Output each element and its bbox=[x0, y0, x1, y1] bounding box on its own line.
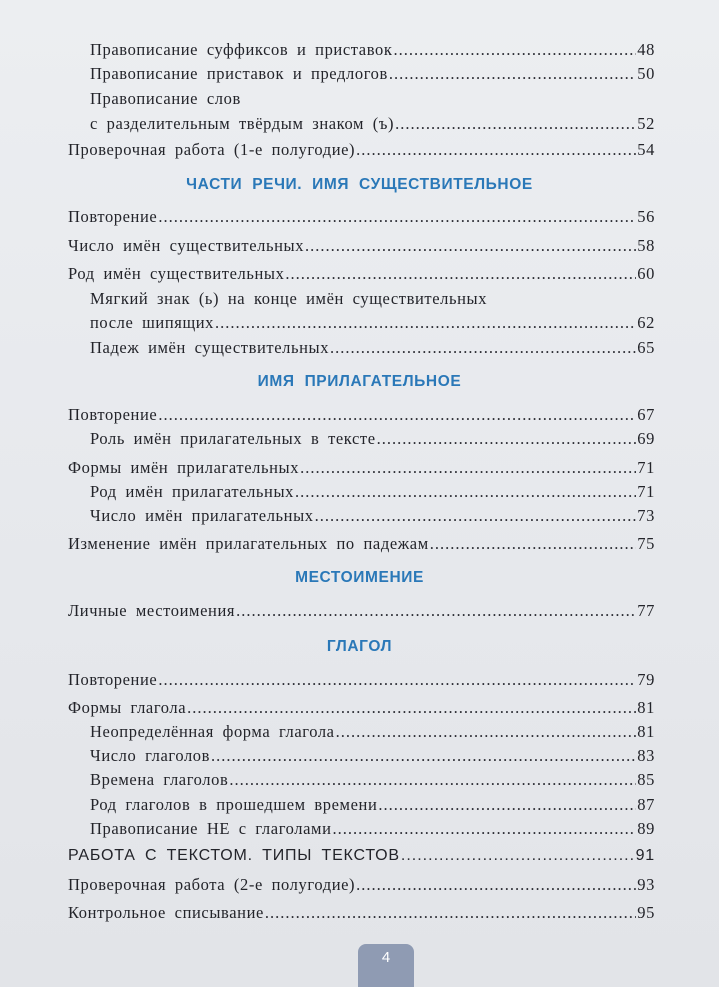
toc-entry-page: 48 bbox=[637, 40, 655, 59]
toc-entry[interactable] bbox=[68, 903, 655, 923]
toc-entry[interactable] bbox=[68, 236, 655, 256]
dot-leader bbox=[215, 313, 636, 333]
dot-leader bbox=[377, 429, 637, 449]
toc-entry-page: 81 bbox=[637, 698, 655, 717]
toc-entry[interactable] bbox=[68, 670, 655, 690]
toc-entry-page: 69 bbox=[637, 429, 655, 448]
toc-entry[interactable] bbox=[90, 770, 655, 790]
dot-leader bbox=[300, 458, 636, 478]
toc-entry[interactable] bbox=[68, 405, 655, 425]
toc-entry[interactable] bbox=[90, 40, 655, 60]
dot-leader bbox=[265, 903, 636, 923]
toc-entry-title: после шипящих bbox=[90, 313, 215, 332]
dot-leader bbox=[330, 338, 636, 358]
toc-entry-page: 85 bbox=[637, 770, 655, 789]
dot-leader bbox=[336, 722, 637, 742]
toc-entry[interactable] bbox=[90, 289, 655, 309]
dot-leader bbox=[236, 601, 636, 621]
toc-entry-title: Неопределённая форма глагола bbox=[90, 722, 335, 741]
toc-entry-title: Роль имён прилагательных в тексте bbox=[90, 429, 376, 448]
toc-entry-title: Правописание суффиксов и приставок bbox=[90, 40, 393, 59]
toc-entry-title: РАБОТА С ТЕКСТОМ. ТИПЫ ТЕКСТОВ bbox=[68, 847, 400, 864]
toc-entry-title: Времена глаголов bbox=[90, 770, 229, 789]
toc-entry-page: 91 bbox=[635, 847, 655, 864]
toc-entry-page: 67 bbox=[637, 405, 655, 424]
toc-entry[interactable] bbox=[68, 875, 655, 895]
toc-entry-page: 52 bbox=[637, 114, 655, 133]
toc-entry-title: Проверочная работа (1-е полугодие) bbox=[68, 140, 356, 159]
toc-entry[interactable] bbox=[90, 482, 655, 502]
toc-entry-continuation[interactable] bbox=[90, 114, 655, 134]
toc-entry-page: 50 bbox=[637, 64, 655, 83]
toc-entry-title: Повторение bbox=[68, 207, 158, 226]
toc-entry-page: 71 bbox=[637, 458, 655, 477]
page-number: 4 bbox=[381, 949, 391, 966]
dot-leader bbox=[229, 770, 636, 790]
section-heading: ГЛАГОЛ bbox=[326, 638, 393, 655]
dot-leader bbox=[315, 506, 637, 526]
toc-entry-title: Правописание приставок и предлогов bbox=[90, 64, 388, 83]
toc-entry[interactable] bbox=[90, 64, 655, 84]
toc-entry[interactable] bbox=[90, 746, 655, 766]
toc-entry-title: Род глаголов в прошедшем времени bbox=[90, 795, 378, 814]
toc-entry-title: Повторение bbox=[68, 405, 158, 424]
dot-leader bbox=[389, 64, 636, 84]
toc-entry[interactable] bbox=[90, 819, 655, 839]
dot-leader bbox=[378, 795, 636, 815]
dot-leader bbox=[285, 264, 636, 284]
toc-entry-page: 65 bbox=[637, 338, 655, 357]
toc-entry-title: Правописание НЕ с глаголами bbox=[90, 819, 332, 838]
toc-entry-title: Формы имён прилагательных bbox=[68, 458, 300, 477]
section-heading: ИМЯ ПРИЛАГАТЕЛЬНОЕ bbox=[257, 373, 462, 390]
section-heading: МЕСТОИМЕНИЕ bbox=[295, 569, 424, 586]
toc-entry[interactable] bbox=[68, 458, 655, 478]
toc-entry[interactable] bbox=[90, 338, 655, 358]
toc-entry-title: Повторение bbox=[68, 670, 158, 689]
toc-entry[interactable] bbox=[90, 722, 655, 742]
toc-entry[interactable] bbox=[68, 534, 655, 554]
toc-entry-page: 54 bbox=[637, 140, 655, 159]
dot-leader bbox=[356, 875, 636, 895]
toc-entry-title: Проверочная работа (2-е полугодие) bbox=[68, 875, 356, 894]
dot-leader bbox=[187, 698, 636, 718]
dot-leader bbox=[356, 140, 636, 160]
toc-entry-title: Число имён существительных bbox=[68, 236, 305, 255]
toc-entry[interactable] bbox=[68, 140, 655, 160]
toc-entry[interactable] bbox=[90, 89, 655, 109]
toc-entry[interactable] bbox=[68, 207, 655, 227]
toc-entry-page: 87 bbox=[637, 795, 655, 814]
toc-entry-continuation[interactable] bbox=[90, 313, 655, 333]
dot-leader bbox=[305, 236, 636, 256]
toc-entry-page: 56 bbox=[637, 207, 655, 226]
toc-entry-page: 58 bbox=[637, 236, 655, 255]
dot-leader bbox=[295, 482, 636, 502]
page-number-tab bbox=[358, 944, 414, 987]
toc-entry[interactable] bbox=[68, 601, 655, 621]
toc-entry-page: 79 bbox=[637, 670, 655, 689]
toc-entry-title: Правописание слов bbox=[90, 89, 241, 108]
dot-leader bbox=[158, 670, 636, 690]
toc-entry-page: 77 bbox=[637, 601, 655, 620]
toc-entry-page: 75 bbox=[637, 534, 655, 553]
toc-entry-page: 62 bbox=[637, 313, 655, 332]
dot-leader bbox=[393, 40, 636, 60]
toc-entry-title: Изменение имён прилагательных по падежам bbox=[68, 534, 429, 553]
dot-leader bbox=[333, 819, 637, 839]
toc-entry-title: Формы глагола bbox=[68, 698, 187, 717]
toc-entry-title: Падеж имён существительных bbox=[90, 338, 330, 357]
toc-entry-title: Число имён прилагательных bbox=[90, 506, 314, 525]
toc-entry[interactable] bbox=[68, 264, 655, 284]
dot-leader bbox=[211, 746, 636, 766]
dot-leader bbox=[430, 534, 637, 554]
dot-leader bbox=[158, 405, 636, 425]
section-heading: ЧАСТИ РЕЧИ. ИМЯ СУЩЕСТВИТЕЛЬНОЕ bbox=[186, 176, 533, 193]
toc-entry[interactable] bbox=[68, 847, 655, 865]
toc-entry-page: 73 bbox=[637, 506, 655, 525]
toc-entry-title: с разделительным твёрдым знаком (ъ) bbox=[90, 114, 395, 133]
dot-leader bbox=[401, 847, 635, 865]
toc-entry-page: 81 bbox=[637, 722, 655, 741]
toc-entry-title: Число глаголов bbox=[90, 746, 211, 765]
toc-entry-page: 93 bbox=[637, 875, 655, 894]
dot-leader bbox=[158, 207, 636, 227]
toc-entry-page: 71 bbox=[637, 482, 655, 501]
toc-entry-page: 95 bbox=[637, 903, 655, 922]
toc-entry-title: Род имён прилагательных bbox=[90, 482, 295, 501]
toc-entry-page: 60 bbox=[637, 264, 655, 283]
toc-entry-title: Контрольное списывание bbox=[68, 903, 264, 922]
toc-entry[interactable] bbox=[90, 506, 655, 526]
toc-entry-title: Личные местоимения bbox=[68, 601, 236, 620]
dot-leader bbox=[395, 114, 636, 134]
toc-entry[interactable] bbox=[90, 429, 655, 449]
toc-entry-page: 83 bbox=[637, 746, 655, 765]
toc-entry[interactable] bbox=[68, 698, 655, 718]
toc-entry-title: Род имён существительных bbox=[68, 264, 285, 283]
toc-entry[interactable] bbox=[90, 795, 655, 815]
toc-entry-page: 89 bbox=[637, 819, 655, 838]
toc-entry-title: Мягкий знак (ь) на конце имён существительных bbox=[90, 289, 488, 308]
